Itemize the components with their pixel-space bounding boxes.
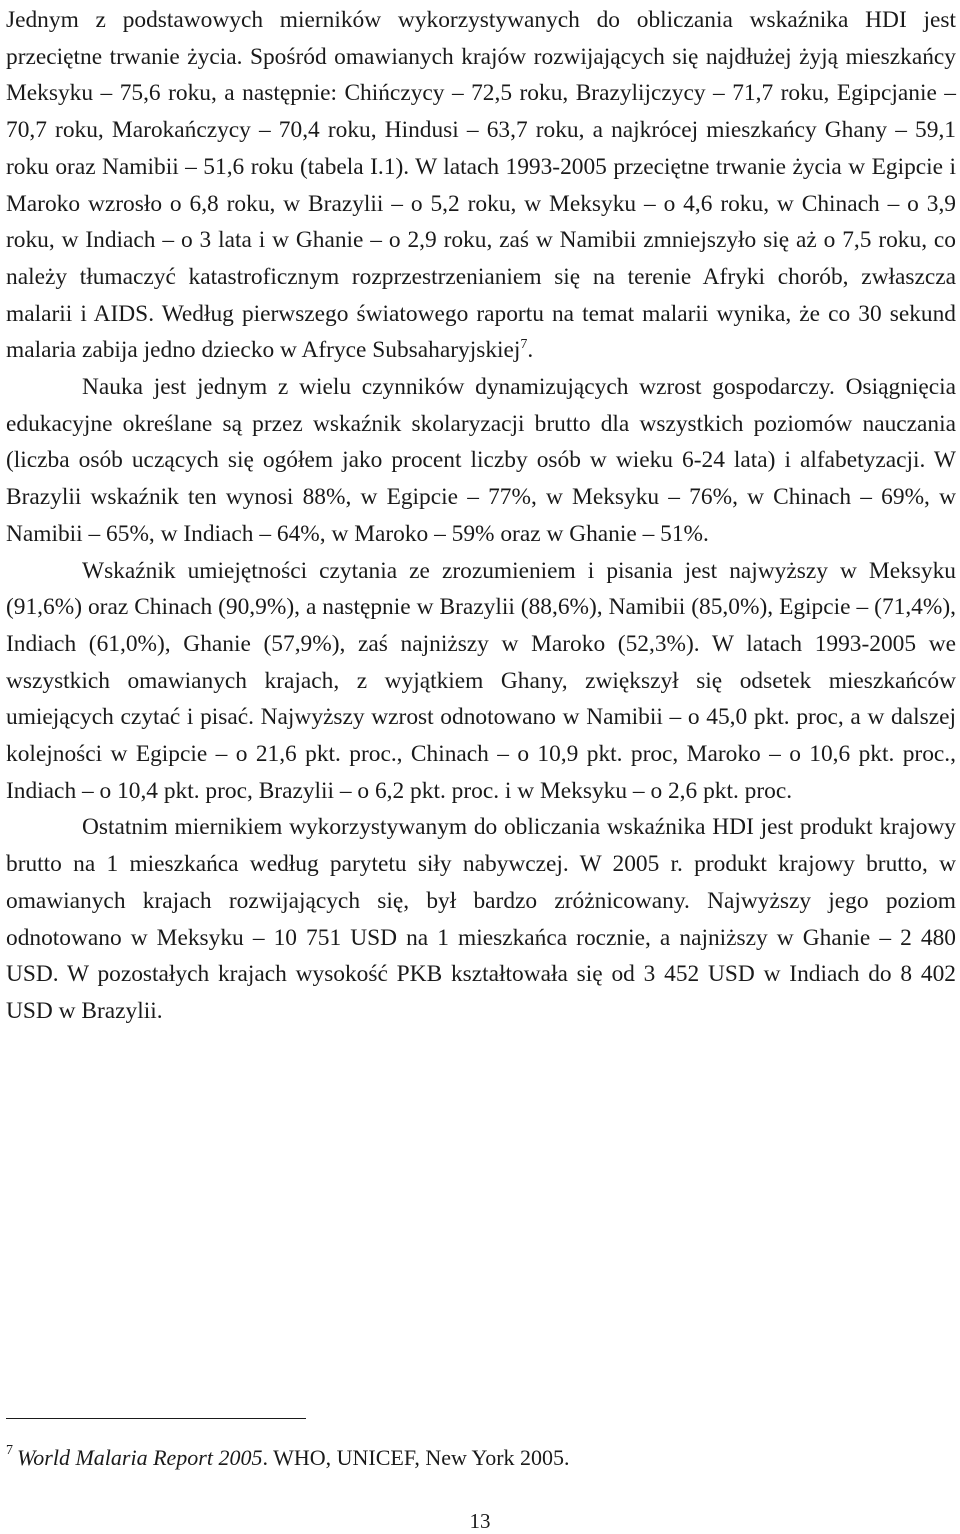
paragraph-gdp: Ostatnim miernikiem wykorzystywanym do obliczania wskaźnika HDI jest produkt krajowy brutto na 1 mieszkańca według parytetu siły nabywczej. W 2005 r. produkt krajowy brutto, w omawianych krajach rozwijających się, był bardzo zróżnicowany. Najwyższy jego poziom odnotowano w Meksyku – 10 751 USD na 1 mieszkańca rocznie, a najniższy w Ghanie – 2 480 USD. W pozostałych krajach wysokość PKB kształtowała się od 3 452 USD w Indiach do 8 402 USD w Brazylii. bbox=[6, 814, 956, 1024]
paragraph-education: Nauka jest jednym z wielu czynników dynamizujących wzrost gospodarczy. Osiągnięcia edukacyjne określane są przez wskaźnik skolaryzacji brutto dla wszystkich poziomów nauczania (liczba osób uczących się ogółem jako procent liczby osób w wieku 6-24 lata) i alfabetyzacji. W Brazylii wskaźnik ten wynosi 88%, w Egipcie – 77%, w Meksyku – 76%, w Chinach – 69%, w Namibii – 65%, w Indiach – 64%, w Maroko – 59% oraz w Ghanie – 51%. bbox=[6, 374, 956, 547]
paragraph-text-end: . bbox=[527, 337, 534, 364]
footnote-title: World Malaria Report 2005 bbox=[17, 1445, 263, 1470]
paragraph-literacy: Wskaźnik umiejętności czytania ze zrozumieniem i pisania jest najwyższy w Meksyku (91,6%) oraz Chinach (90,9%), a następnie w Brazylii (88,6%), Namibii (85,0%), Egipcie – (71,4%), Indiach (61,0%), Ghanie (57,9%), zaś najniższy w Maroko (52,3%). W latach 1993-2005 we wszystkich omawianych krajach, z wyjątkiem Ghany, zwiększył się odsetek mieszkańców umiejących czytać i pisać. Najwyższy wzrost odnotowano w Namibii – o 45,0 pkt. proc, a w dalszej kolejności w Egipcie – o 21,6 pkt. proc., Chinach – o 10,9 pkt. proc, Maroko – o 10,6 pkt. proc., Indiach – o 10,4 pkt. proc, Brazylii – o 6,2 pkt. proc. i w Meksyku – o 2,6 pkt. proc. bbox=[6, 557, 956, 804]
footnote-separator bbox=[6, 1418, 306, 1419]
paragraph-life-expectancy bbox=[6, 2, 956, 369]
footnote-source: . WHO, UNICEF, New York 2005. bbox=[262, 1445, 570, 1470]
footnote-reference[interactable]: 7 bbox=[520, 337, 528, 353]
footnote bbox=[6, 1436, 946, 1473]
page-number: 13 bbox=[469, 1509, 491, 1533]
paragraph-text: Jednym z podstawowych mierników wykorzystywanych do obliczania wskaźnika HDI jest przeciętne trwanie życia. Spośród omawianych krajów rozwijających się najdłużej żyją mieszkańcy Meksyku – 75,6 roku, a następnie: Chińczycy – 72,5 roku, Brazylijczycy – 71,7 roku, Egipcjanie – 70,7 roku, Marokańczycy – 70,4 roku, Hindusi – 63,7 roku, a najkrócej mieszkańcy Ghany – 59,1 roku oraz Namibii – 51,6 roku (tabela I.1). W latach 1993-2005 przeciętne trwanie życia w Egipcie i Maroko wzrosło o 6,8 roku, w Brazylii – o 5,2 roku, w Meksyku – o 4,6 roku, w Chinach – o 3,9 roku, w Indiach – o 3 lata i w Ghanie – o 2,9 roku, zaś w Namibii zmniejszyło się aż o 7,5 roku, co należy tłumaczyć katastroficznym rozprzestrzenianiem się na terenie Afryki chorób, zwłaszcza malarii i AIDS. Według pierwszego światowego raportu na temat malarii wynika, że co 30 sekund malaria zabija jedno dziecko w Afryce Subsaharyjskiej bbox=[6, 7, 956, 364]
footnote-number: 7 bbox=[6, 1443, 13, 1458]
page-body bbox=[6, 2, 956, 1030]
